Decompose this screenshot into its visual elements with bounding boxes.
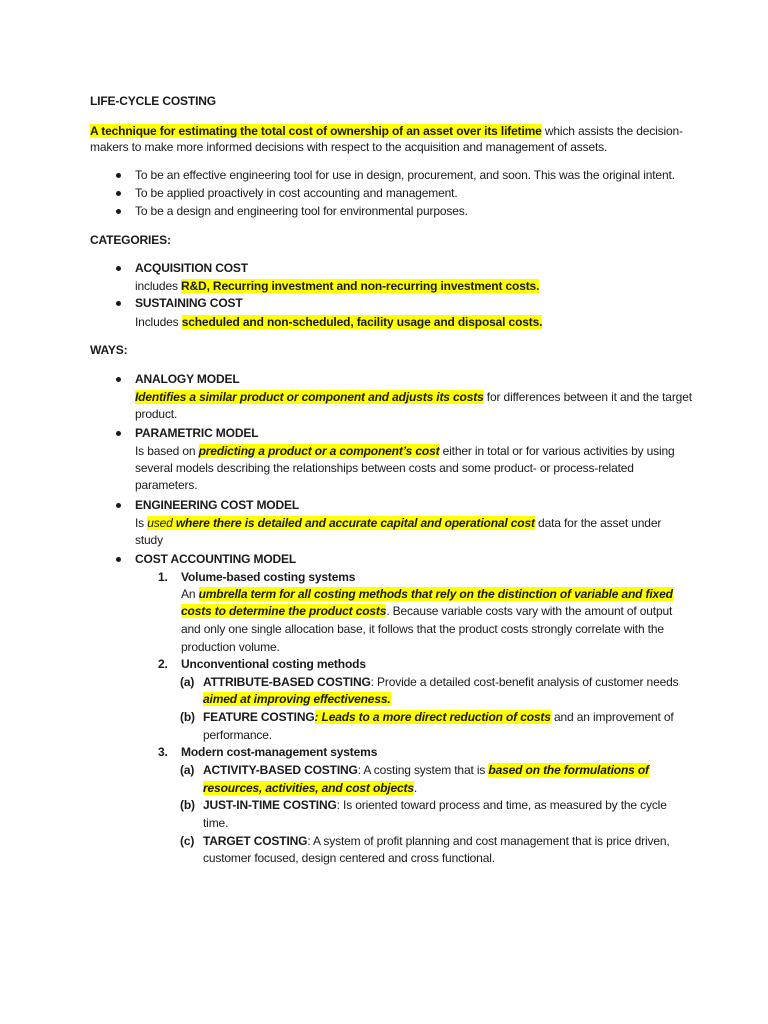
- feature-costing: FEATURE COSTING: Leads to a more direct reduction of costs and an improvement of: [203, 710, 674, 724]
- categories-heading: CATEGORIES:: [90, 233, 171, 247]
- parametric-model-title: PARAMETRIC MODEL: [135, 426, 259, 440]
- intent-item: To be applied proactively in cost accounting and management.: [135, 186, 458, 200]
- acquisition-cost-desc: includes R&D, Recurring investment and non-recurring investment costs.: [135, 279, 540, 293]
- volume-based-desc-cont: costs to determine the product costs. Because variable costs vary with the amount of output: [181, 604, 673, 618]
- acquisition-cost-title: ACQUISITION COST: [135, 261, 248, 275]
- cost-accounting-model-title: COST ACCOUNTING MODEL: [135, 552, 297, 566]
- engineering-cost-model-desc-cont: study: [135, 533, 163, 547]
- bullet-icon: [116, 191, 121, 196]
- volume-based-title: Volume-based costing systems: [181, 570, 356, 584]
- bullet-icon: [116, 209, 121, 214]
- list-number: 3.: [158, 745, 168, 759]
- analogy-model-desc-cont: product.: [135, 407, 178, 421]
- sustaining-cost-title: SUSTAINING COST: [135, 296, 243, 310]
- bullet-icon: [116, 377, 121, 382]
- target-costing-cont: customer focused, design centered and cross functional.: [203, 851, 495, 865]
- definition-highlight: A technique for estimating the total cost of ownership of an asset over its lifetime: [90, 124, 542, 138]
- attribute-based-costing-cont: aimed at improving effectiveness.: [203, 692, 391, 706]
- list-number: 1.: [158, 570, 168, 584]
- engineering-cost-model-desc: Is used where there is detailed and accurate capital and operational cost data for the asset under: [135, 516, 662, 530]
- bullet-icon: [116, 431, 121, 436]
- volume-based-desc-cont: and only one single allocation base, it follows that the product costs strongly correlate with the: [181, 622, 664, 636]
- definition-line-2: makers to make more informed decisions with respect to the acquisition and management of assets.: [90, 140, 608, 154]
- bullet-icon: [116, 173, 121, 178]
- target-costing: TARGET COSTING: A system of profit planning and cost management that is price driven,: [203, 834, 670, 848]
- list-letter: (b): [180, 710, 195, 724]
- list-letter: (a): [180, 763, 195, 777]
- parametric-model-desc: Is based on predicting a product or a component’s cost either in total or for various activities by using: [135, 444, 675, 458]
- just-in-time-costing: JUST-IN-TIME COSTING: Is oriented toward process and time, as measured by the cycle: [203, 798, 667, 812]
- activity-based-costing: ACTIVITY-BASED COSTING: A costing system that is based on the formulations of: [203, 763, 649, 777]
- intent-item: To be a design and engineering tool for environmental purposes.: [135, 204, 468, 218]
- feature-costing-cont: performance.: [203, 728, 272, 742]
- modern-cost-management-title: Modern cost-management systems: [181, 745, 378, 759]
- list-letter: (b): [180, 798, 195, 812]
- activity-based-costing-cont: resources, activities, and cost objects.: [203, 781, 418, 795]
- bullet-icon: [116, 503, 121, 508]
- parametric-model-desc-cont: several models describing the relationships between costs and some product- or process-related: [135, 461, 634, 475]
- analogy-model-title: ANALOGY MODEL: [135, 372, 240, 386]
- ways-heading: WAYS:: [90, 343, 128, 357]
- analogy-model-desc: Identifies a similar product or component and adjusts its costs for differences between it and the target: [135, 390, 692, 404]
- bullet-icon: [116, 266, 121, 271]
- engineering-cost-model-title: ENGINEERING COST MODEL: [135, 498, 300, 512]
- just-in-time-costing-cont: time.: [203, 816, 229, 830]
- list-letter: (c): [180, 834, 195, 848]
- bullet-icon: [116, 301, 121, 306]
- intent-item: To be an effective engineering tool for use in design, procurement, and soon. This was the original intent.: [135, 168, 675, 182]
- page-title: LIFE-CYCLE COSTING: [90, 94, 216, 108]
- list-number: 2.: [158, 657, 168, 671]
- sustaining-cost-desc: Includes scheduled and non-scheduled, facility usage and disposal costs.: [135, 315, 543, 329]
- attribute-based-costing: ATTRIBUTE-BASED COSTING: Provide a detailed cost-benefit analysis of customer needs: [203, 675, 679, 689]
- volume-based-desc-cont: production volume.: [181, 640, 280, 654]
- parametric-model-desc-cont: parameters.: [135, 478, 198, 492]
- list-letter: (a): [180, 675, 195, 689]
- definition-line-1: A technique for estimating the total cost of ownership of an asset over its lifetime which assists the decision-: [90, 124, 683, 138]
- bullet-icon: [116, 557, 121, 562]
- volume-based-desc: An umbrella term for all costing methods that rely on the distinction of variable and fixed: [181, 587, 673, 601]
- unconventional-title: Unconventional costing methods: [181, 657, 366, 671]
